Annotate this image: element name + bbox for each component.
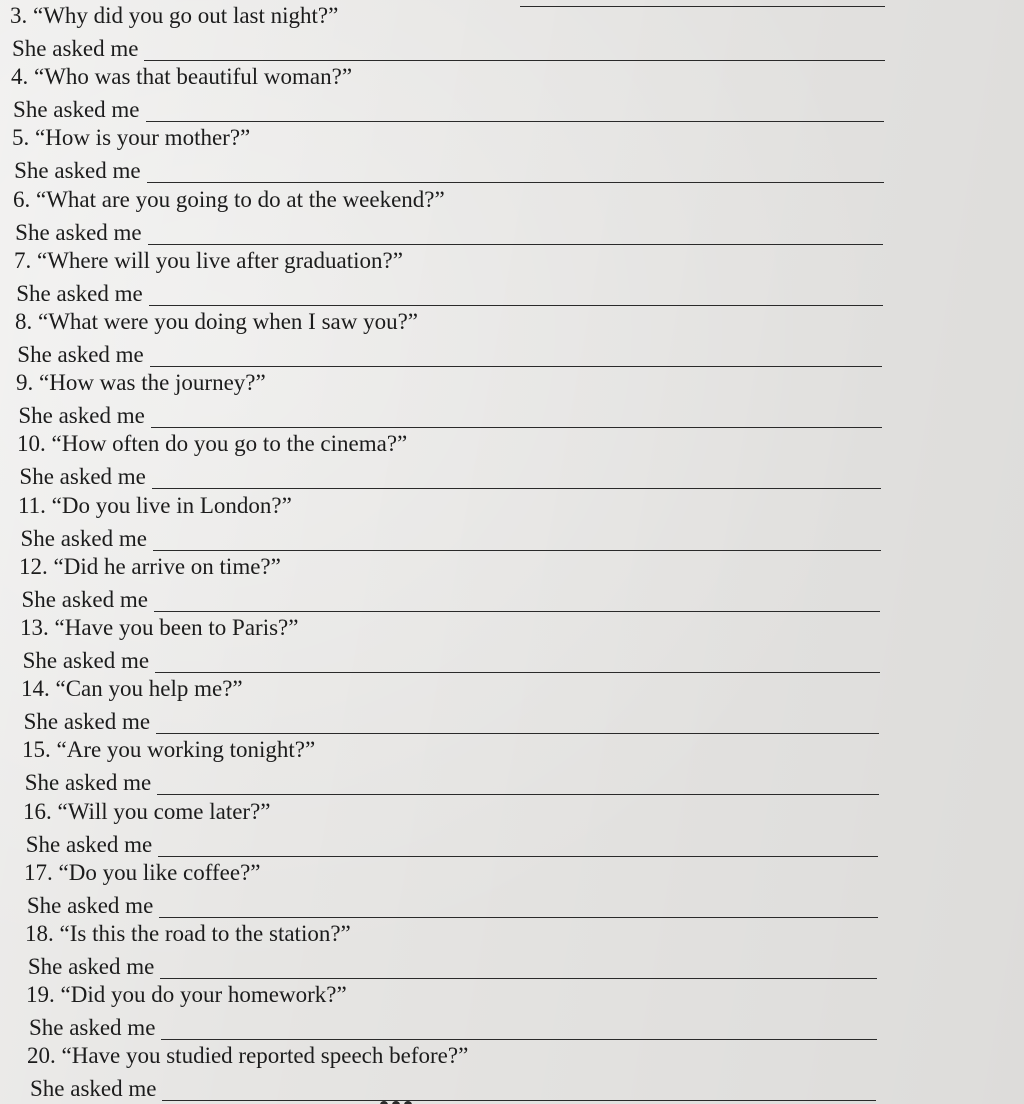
answer-prefix: She asked me xyxy=(17,342,144,367)
cut-off-text-fragment xyxy=(380,1096,420,1104)
answer-prefix: She asked me xyxy=(12,36,139,61)
question-text: 14. “Can you help me?” xyxy=(21,676,243,702)
question-text: 18. “Is this the road to the station?” xyxy=(25,921,351,946)
question-text: 5. “How is your mother?” xyxy=(12,125,251,151)
question-text: 3. “Why did you go out last night?” xyxy=(10,3,339,28)
question-text: 12. “Did he arrive on time?” xyxy=(19,553,281,579)
question-text: 7. “Where will you live after graduation?” xyxy=(14,247,403,273)
answer-row xyxy=(20,523,880,553)
answer-row xyxy=(15,217,883,247)
answer-prefix: She asked me xyxy=(18,403,145,429)
answer-blank-line[interactable] xyxy=(157,793,878,795)
answer-prefix: She asked me xyxy=(26,892,154,918)
answer-prefix: She asked me xyxy=(13,97,140,123)
question-text: 17. “Do you like coffee?” xyxy=(24,859,261,885)
answer-blank-line[interactable] xyxy=(153,549,881,551)
answer-blank-line[interactable] xyxy=(144,59,885,61)
answer-blank-line[interactable] xyxy=(158,855,878,857)
answer-row xyxy=(19,461,881,491)
answer-prefix: She asked me xyxy=(19,464,146,490)
question-text: 19. “Did you do your homework?” xyxy=(26,982,347,1008)
answer-blank-line[interactable] xyxy=(151,426,882,428)
answer-blank-line[interactable] xyxy=(155,671,880,673)
question-text: 20. “Have you studied reported speech before?” xyxy=(27,1043,469,1069)
answer-blank-line[interactable] xyxy=(161,1038,876,1040)
question-text: 10. “How often do you go to the cinema?” xyxy=(17,431,408,457)
answer-row xyxy=(23,645,880,675)
answer-row xyxy=(30,1073,876,1103)
answer-blank-line[interactable] xyxy=(156,732,879,734)
answer-row xyxy=(29,1012,877,1042)
question-text: 15. “Are you working tonight?” xyxy=(22,737,316,763)
answer-row xyxy=(14,155,884,185)
question-text: 9. “How was the journey?” xyxy=(16,370,266,396)
answer-row xyxy=(28,951,877,981)
answer-prefix: She asked me xyxy=(27,954,155,979)
answer-row xyxy=(24,706,880,736)
answer-blank-line[interactable] xyxy=(148,243,884,245)
answer-prefix: She asked me xyxy=(20,525,147,551)
answer-prefix: She asked me xyxy=(16,280,143,306)
question-text: 16. “Will you come later?” xyxy=(23,798,271,824)
question-text: 13. “Have you been to Paris?” xyxy=(20,615,299,640)
answer-blank-line[interactable] xyxy=(154,610,880,612)
answer-blank-line[interactable] xyxy=(146,120,885,122)
answer-prefix: She asked me xyxy=(28,1015,156,1041)
answer-row xyxy=(13,94,884,124)
answer-row xyxy=(27,890,878,920)
answer-prefix: She asked me xyxy=(21,586,148,612)
answer-row xyxy=(12,33,885,63)
answer-prefix: She asked me xyxy=(14,158,141,184)
answer-prefix: She asked me xyxy=(25,831,153,857)
question-text: 4. “Who was that beautiful woman?” xyxy=(11,64,353,90)
answer-row xyxy=(25,767,879,797)
answer-blank-line[interactable] xyxy=(150,365,883,367)
answer-prefix: She asked me xyxy=(24,770,152,796)
answer-blank-line[interactable] xyxy=(162,1099,876,1101)
question-text: 8. “What were you doing when I saw you?” xyxy=(15,309,419,334)
answer-prefix: She asked me xyxy=(15,219,142,245)
answer-blank-line[interactable] xyxy=(159,916,877,918)
answer-prefix: She asked me xyxy=(23,709,151,735)
answer-row xyxy=(17,339,882,369)
answer-prefix: She asked me xyxy=(30,1076,157,1102)
answer-blank-line[interactable] xyxy=(149,304,883,306)
answer-row xyxy=(16,278,883,308)
answer-row xyxy=(22,584,881,614)
answer-blank-line[interactable] xyxy=(147,181,884,183)
answer-row xyxy=(18,400,881,430)
question-text: 11. “Do you live in London?” xyxy=(18,492,292,518)
answer-blank-line[interactable] xyxy=(160,977,877,979)
question-text: 6. “What are you going to do at the weekend?” xyxy=(13,186,445,212)
answer-row xyxy=(26,829,878,859)
answer-blank-line[interactable] xyxy=(152,487,881,489)
answer-prefix: She asked me xyxy=(22,648,150,673)
